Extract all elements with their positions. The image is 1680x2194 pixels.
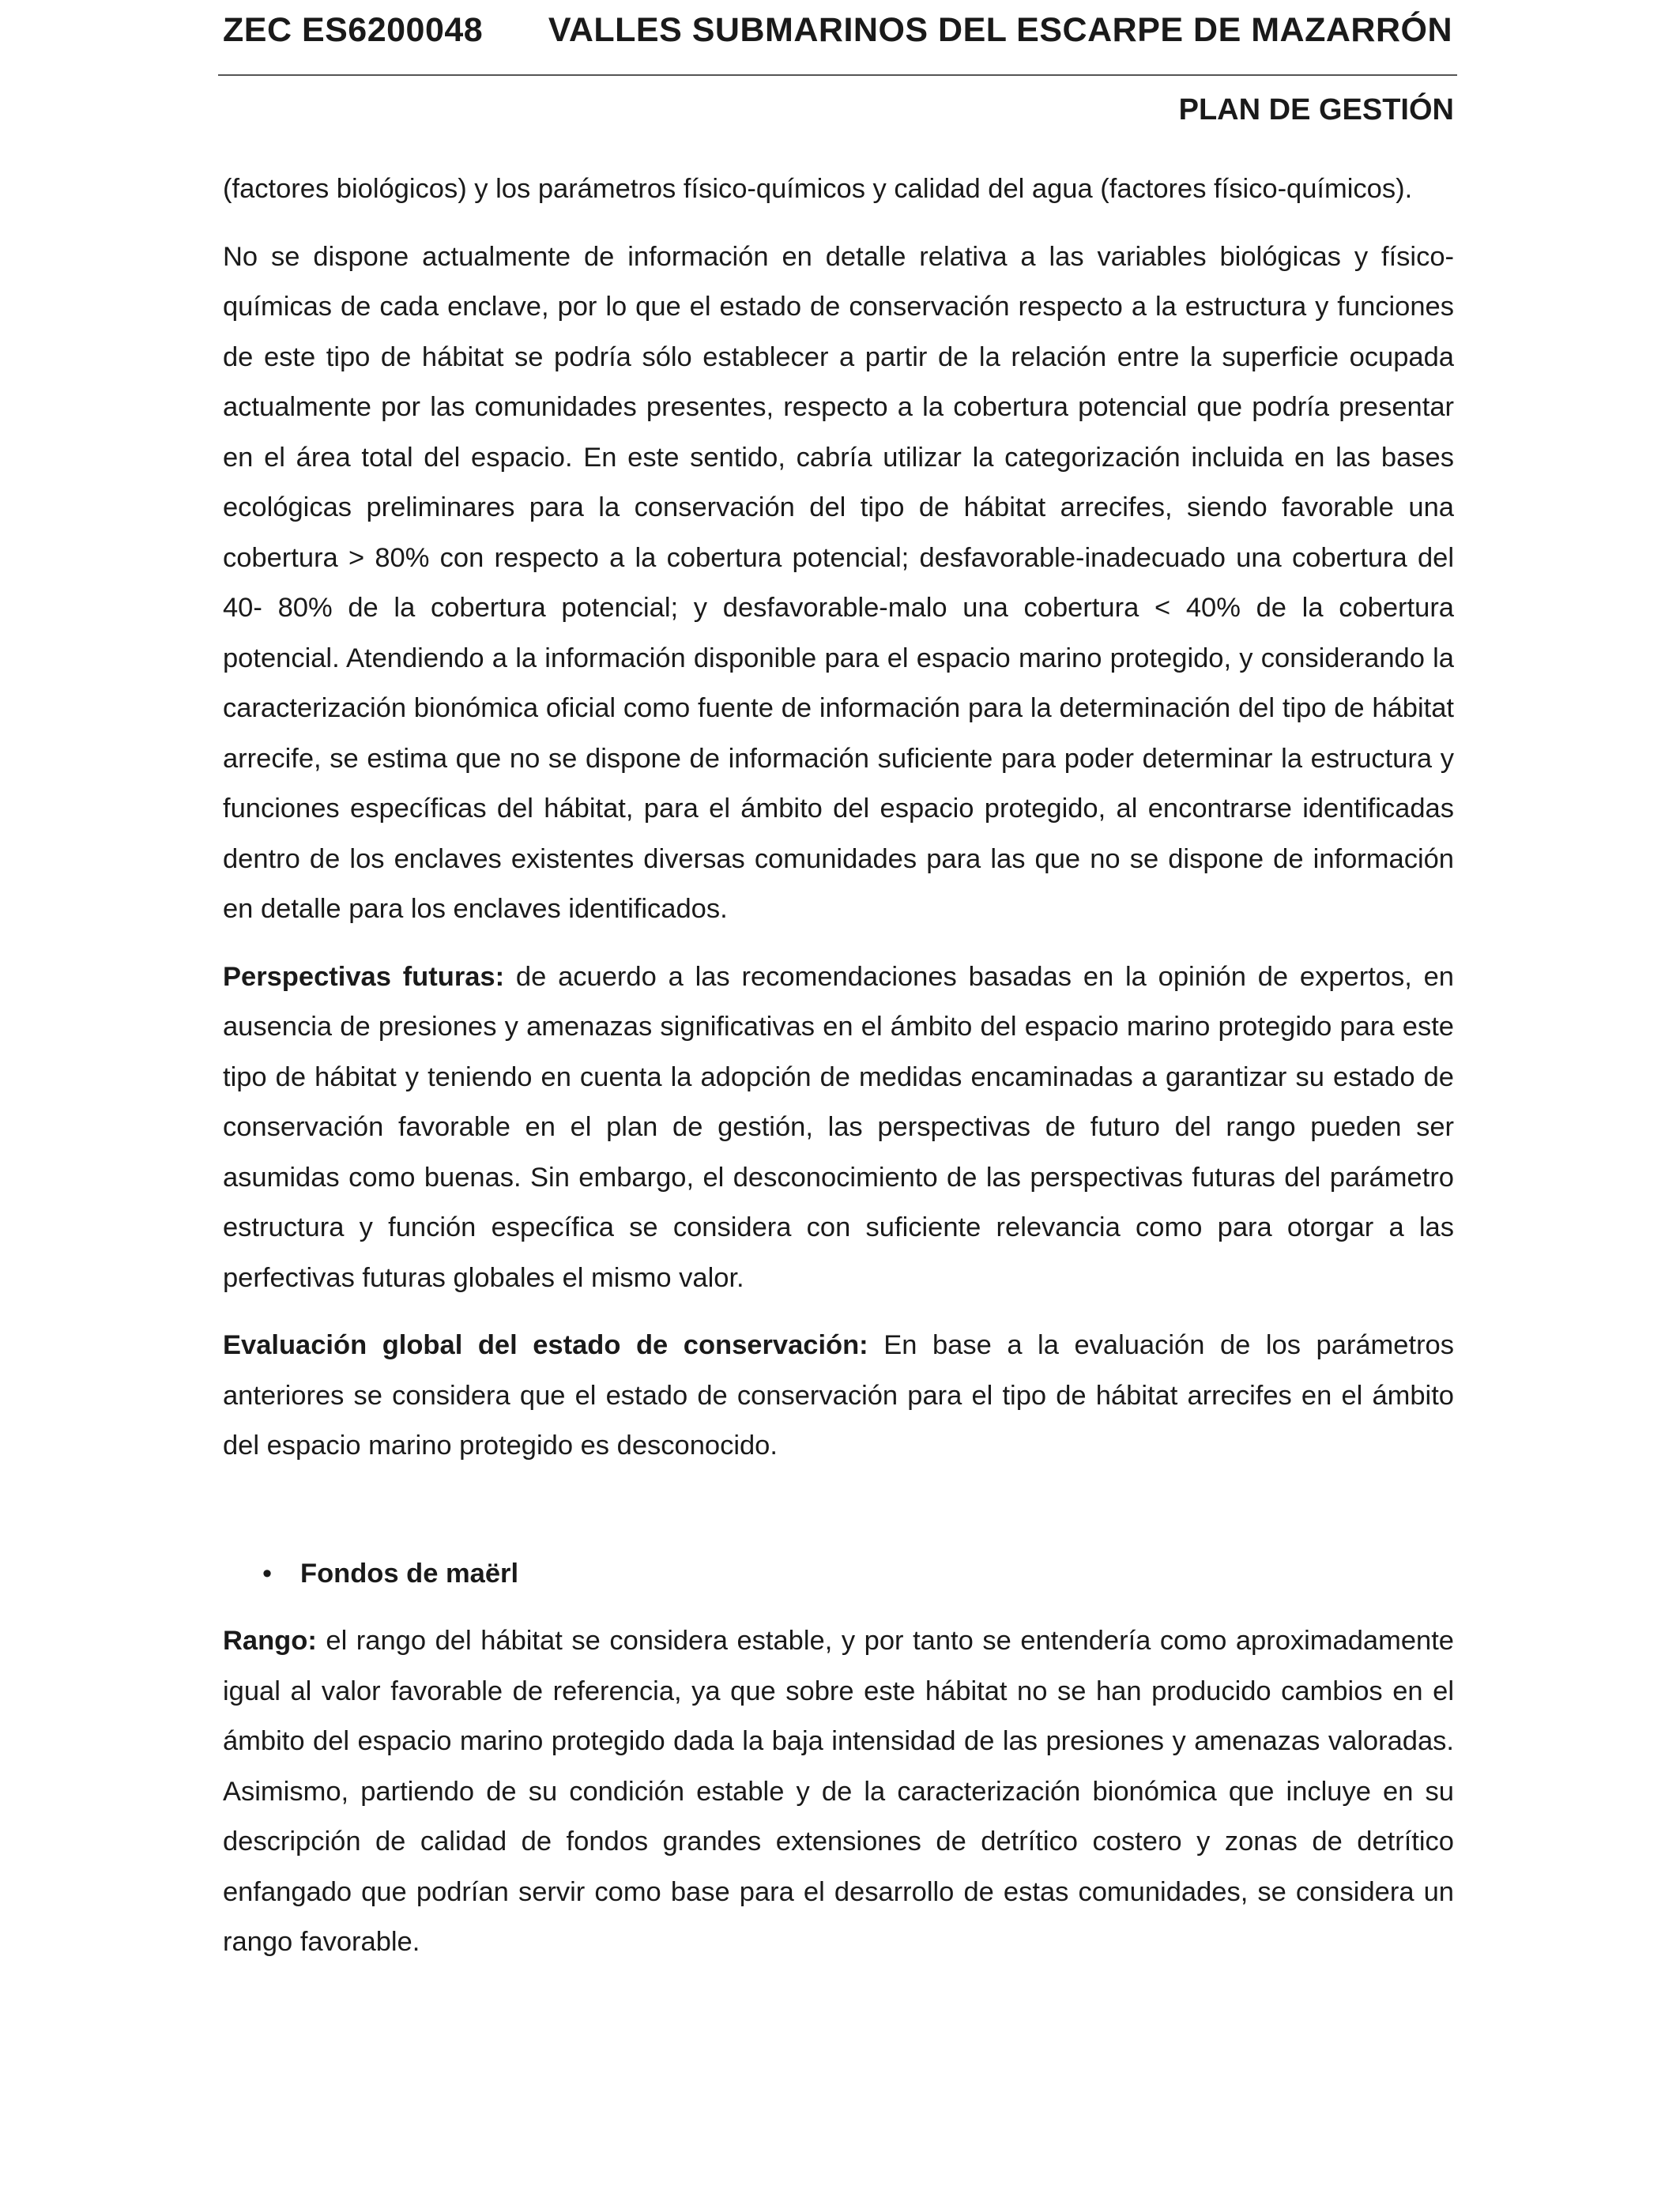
document-code: ZEC ES6200048 xyxy=(223,11,484,49)
section-heading-maerl xyxy=(223,1549,1454,1600)
future-prospects-label: Perspectivas futuras: xyxy=(223,961,505,992)
future-prospects-text: de acuerdo a las recomendaciones basadas en la opinión de expertos, en ausencia de presiones y amenazas significativas en el ámbito del espacio marino protegido para este tipo de hábitat y teniendo en cuenta la adopción de medidas encaminadas a garantizar su estado de conservación favorable en el plan de gestión, las perspectivas de futuro del rango pueden ser asumidas como buenas. Sin embargo, el desconocimiento de las perspectivas futuras del parámetro estructura y función específica se considera con suficiente relevancia como para otorgar a las perfectivas futuras globales el mismo valor. xyxy=(223,961,1454,1293)
bullet-icon: • xyxy=(262,1558,273,1589)
paragraph-continuation: (factores biológicos) y los parámetros físico-químicos y calidad del agua (factores físico-químicos). xyxy=(223,174,1413,204)
page-header xyxy=(218,8,1457,76)
global-evaluation-label: Evaluación global del estado de conservación: xyxy=(223,1330,868,1360)
paragraph-global-evaluation xyxy=(223,1321,1454,1472)
global-evaluation-text: En base a la evaluación de los parámetros anteriores se considera que el estado de conservación para el tipo de hábitat arrecifes en el ámbito del espacio marino protegido es desconocido. xyxy=(223,1330,1454,1461)
document-title: VALLES SUBMARINOS DEL ESCARPE DE MAZARRÓN xyxy=(548,11,1452,49)
document-body xyxy=(223,164,1454,1985)
document-subtitle: PLAN DE GESTIÓN xyxy=(1178,93,1454,126)
range-text: el rango del hábitat se considera estable, y por tanto se entendería como aproximadamente igual al valor favorable de referencia, ya que sobre este hábitat no se han producido cambios en el ámbito del espacio marino protegido dada la baja intensidad de las presiones y amenazas valoradas. Asimismo, partiendo de su condición estable y de la caracterización bionómica que incluye en su descripción de calidad de fondos grandes extensiones de detrítico costero y zonas de detrítico enfangado que podrían servir como base para el desarrollo de estas comunidades, se considera un rango favorable. xyxy=(223,1626,1454,1957)
paragraph-range xyxy=(223,1616,1454,1968)
paragraph-future-prospects xyxy=(223,952,1454,1304)
paragraph-structure-functions: No se dispone actualmente de información en detalle relativa a las variables biológicas y físico-químicas de cada enclave, por lo que el estado de conservación respecto a la estructura y funciones de este tipo de hábitat se podría sólo establecer a partir de la relación entre la superficie ocupada actualmente por las comunidades presentes, respecto a la cobertura potencial que podría presentar en el área total del espacio. En este sentido, cabría utilizar la categorización incluida en las bases ecológicas preliminares para la conservación del tipo de hábitat arrecifes, siendo favorable una cobertura > 80% con respecto a la cobertura potencial; desfavorable-inadecuado una cobertura del 40- 80% de la cobertura potencial; y desfavorable-malo una cobertura < 40% de la cobertura potencial. Atendiendo a la información disponible para el espacio marino protegido, y considerando la caracterización bionómica oficial como fuente de información para la determinación del tipo de hábitat arrecife, se estima que no se dispone de información suficiente para poder determinar la estructura y funciones específicas del hábitat, para el ámbito del espacio protegido, al encontrarse identificadas dentro de los enclaves existentes diversas comunidades para las que no se dispone de información en detalle para los enclaves identificados. xyxy=(223,241,1454,924)
range-label: Rango: xyxy=(223,1626,317,1656)
section-heading-text: Fondos de maërl xyxy=(300,1558,519,1589)
